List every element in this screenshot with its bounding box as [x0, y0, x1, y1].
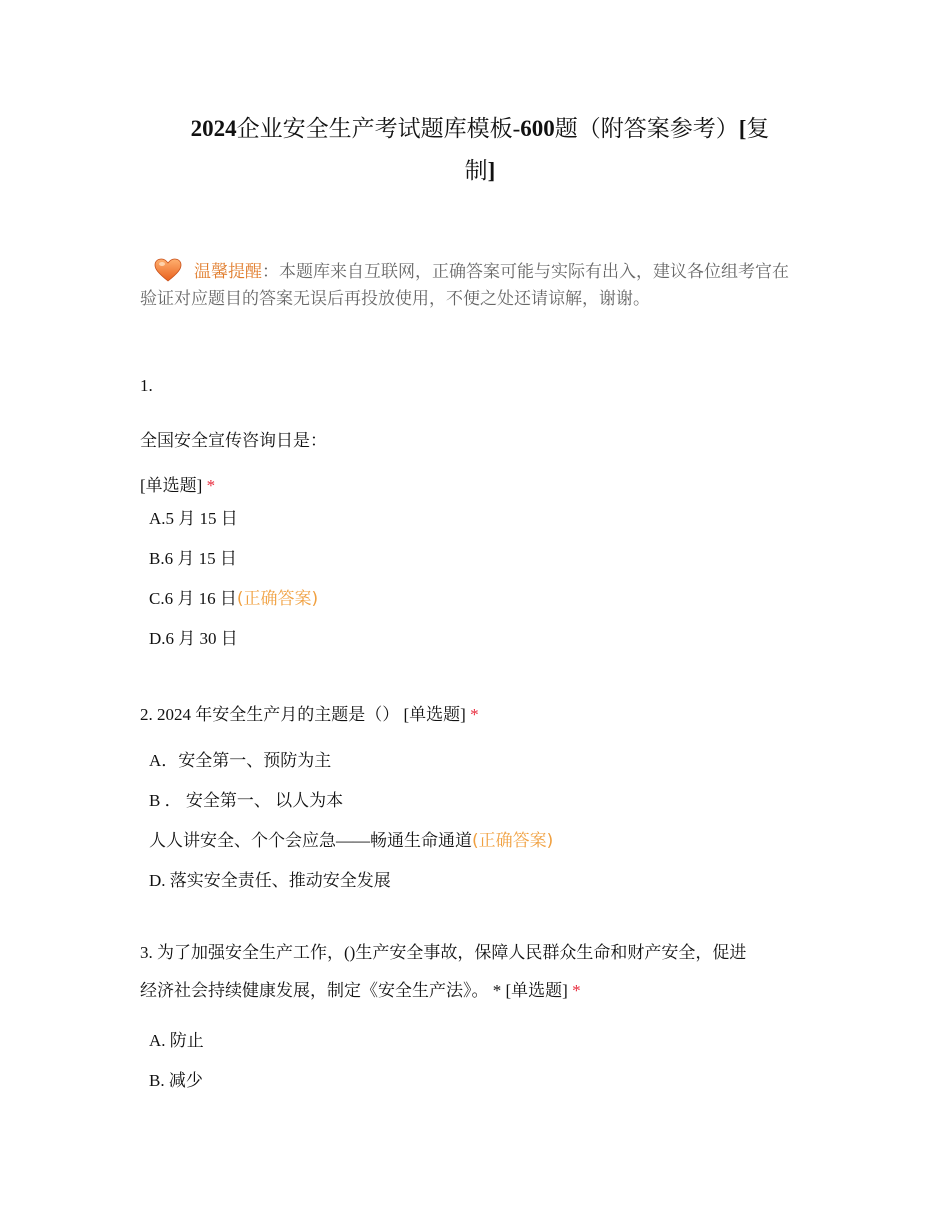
question-2-option-a[interactable]: A．安全第一、预防为主: [149, 751, 332, 770]
required-star: *: [470, 705, 479, 724]
question-2-option-c[interactable]: 人人讲安全、个个会应急——畅通生命通道(正确答案): [149, 831, 554, 851]
reminder-label: 温馨提醒: [194, 262, 262, 282]
question-1-option-d[interactable]: D.6 月 30 日: [149, 629, 238, 648]
question-2-stem: 2. 2024 年安全生产月的主题是（） [单选题] *: [140, 705, 479, 724]
required-star: *: [572, 981, 581, 1000]
reminder-note: [140, 258, 800, 313]
question-3-stem: 3. 为了加强安全生产工作，()生产安全事故，保障人民群众生命和财产安全，促进 经济社会持续健康发展，制定《安全生产法》。 * [单选题] *: [140, 943, 747, 1000]
question-1-option-c[interactable]: C.6 月 16 日(正确答案): [149, 589, 319, 609]
question-1-number: 1.: [140, 376, 153, 395]
required-star: *: [206, 476, 216, 495]
correct-answer-mark: (正确答案): [472, 831, 554, 851]
question-3-option-b[interactable]: B. 减少: [149, 1071, 203, 1090]
question-2-option-d[interactable]: D. 落实安全责任、推动安全发展: [149, 871, 391, 890]
question-1-type: [单选题] *: [140, 476, 216, 495]
correct-answer-mark: (正确答案): [236, 589, 319, 609]
heart-icon: [154, 258, 182, 282]
question-3-option-a[interactable]: A. 防止: [149, 1031, 204, 1050]
page-title: 2024企业安全生产考试题库模板-600题（附答案参考）[复 制]: [190, 116, 770, 183]
reminder-text: ：本题库来自互联网，正确答案可能与实际有出入，建议各位组考官在验证对应题目的答案无误后再投放使用，不便之处还请谅解，谢谢。: [140, 262, 789, 309]
question-1-stem: 全国安全宣传咨询日是：: [140, 431, 327, 451]
question-1-option-b[interactable]: B.6 月 15 日: [149, 549, 237, 568]
question-1-option-a[interactable]: A.5 月 15 日: [149, 509, 238, 528]
question-2-option-b[interactable]: B ． 安全第一、 以人为本: [149, 791, 344, 810]
